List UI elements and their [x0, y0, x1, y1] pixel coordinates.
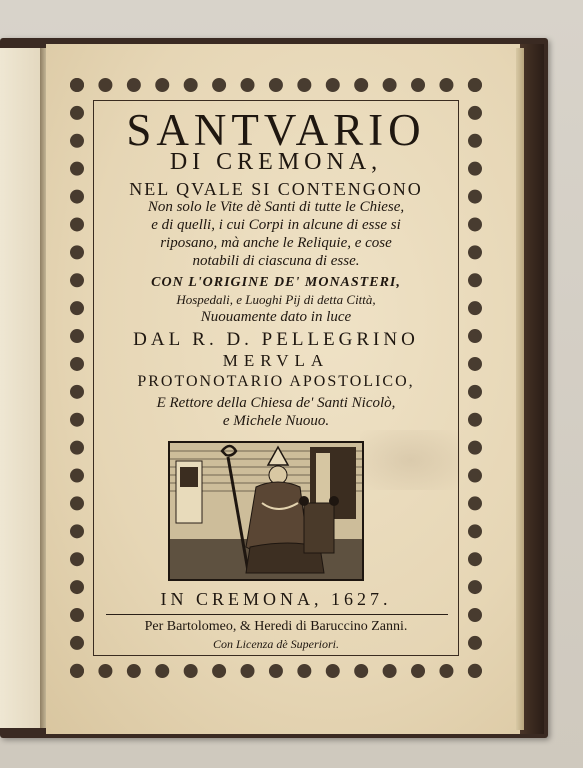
author-surname: MERVLA — [222, 351, 330, 370]
edition-note: Nuouamente dato in luce — [200, 309, 352, 325]
description-line: e di quelli, i cui Corpi in alcune di esse si — [151, 217, 401, 233]
book-title: SANTVARIO — [126, 105, 426, 155]
description-line: riposano, mà anche le Reliquie, e cose — [160, 235, 392, 251]
origin-line: CON L'ORIGINE DE' MONASTERI, — [151, 275, 401, 290]
description-line: Non solo le Vite dè Santi di tutte le Chiese, — [147, 199, 405, 215]
description-line: notabili di ciascuna di esse. — [192, 253, 360, 269]
imprint-place-date: IN CREMONA, 1627. — [160, 589, 392, 609]
divider-rule — [106, 614, 448, 615]
page-edge — [516, 48, 524, 730]
woodcut-illustration — [168, 441, 364, 581]
origin-line: Hospedali, e Luoghi Pij di detta Città, — [176, 292, 376, 307]
subtitle-line: NEL QVALE SI CONTENGONO — [129, 179, 423, 199]
license-line: Con Licenza dè Superiori. — [213, 637, 339, 651]
author-line: DAL R. D. PELLEGRINO — [133, 329, 419, 350]
book-subtitle: DI CREMONA, — [169, 149, 383, 175]
author-role: PROTONOTARIO APOSTOLICO, — [137, 373, 415, 390]
printer-line: Per Bartolomeo, & Heredi di Baruccino Zanni. — [144, 619, 408, 634]
author-role-line: E Rettore della Chiesa de' Santi Nicolò, — [156, 395, 396, 411]
author-role-line: e Michele Nuouo. — [222, 413, 330, 429]
facing-page — [0, 48, 42, 728]
bishop-woodcut-image — [170, 443, 362, 579]
